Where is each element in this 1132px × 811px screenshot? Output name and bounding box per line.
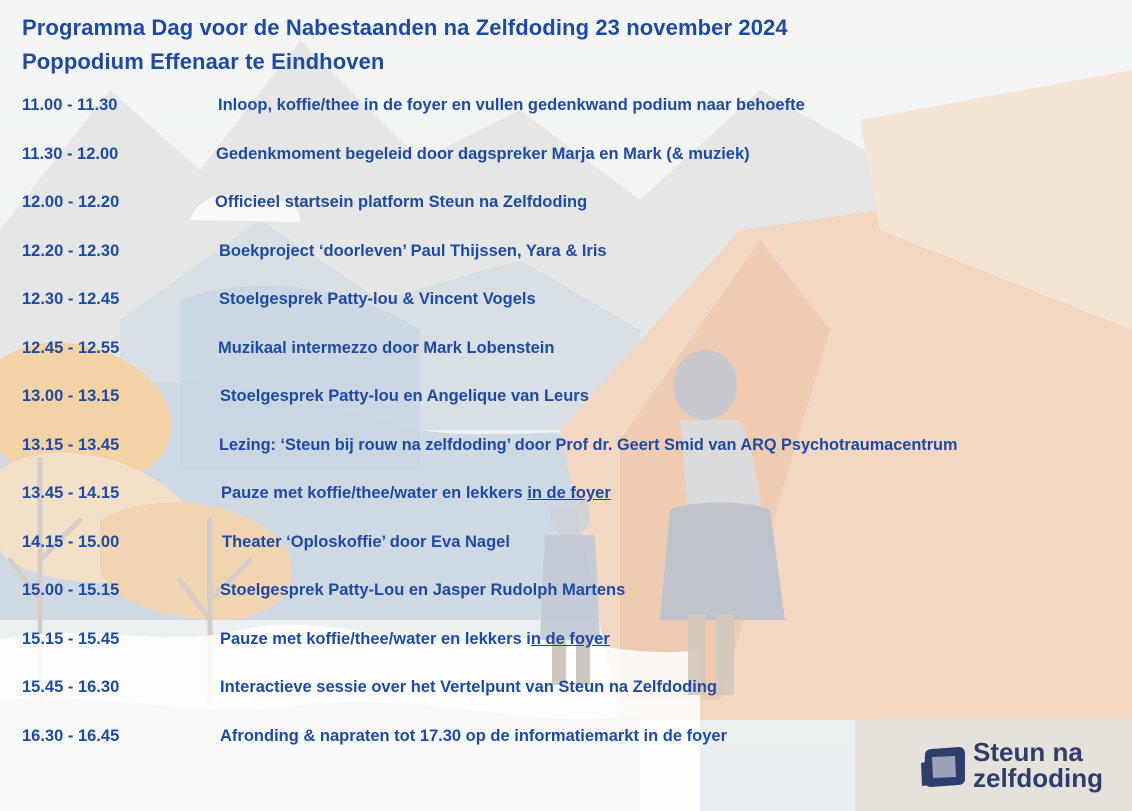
schedule-time: 12.20 - 12.30: [22, 242, 120, 260]
schedule-row: [0, 339, 1132, 363]
schedule-description-text: Pauze met koffie/thee/water en lekkers: [221, 484, 528, 502]
page-title: Programma Dag voor de Nabestaanden na Zelfdoding 23 november 2024: [22, 15, 788, 40]
schedule-description: Afronding & napraten tot 17.30 op de informatiemarkt in de foyer: [220, 727, 727, 745]
schedule-description: [221, 484, 611, 503]
schedule-time: 11.30 - 12.00: [22, 145, 119, 163]
schedule-time: 14.15 - 15.00: [22, 533, 120, 551]
schedule-row: [0, 484, 1132, 508]
schedule-description: Stoelgesprek Patty-lou & Vincent Vogels: [219, 290, 536, 308]
schedule-row: [0, 242, 1132, 266]
schedule-time: 12.45 - 12.55: [22, 339, 120, 357]
schedule-row: [0, 533, 1132, 557]
schedule-time: 13.00 - 13.15: [22, 387, 120, 405]
schedule-description: Gedenkmoment begeleid door dagspreker Marja en Mark (& muziek): [216, 145, 750, 163]
logo-line-1: Steun na: [973, 737, 1083, 767]
schedule-row: [0, 290, 1132, 314]
logo-text: [973, 739, 1103, 791]
schedule-description: Officieel startsein platform Steun na Zelfdoding: [215, 193, 588, 211]
schedule-time: 15.45 - 16.30: [22, 678, 120, 696]
schedule-time: 12.30 - 12.45: [22, 290, 120, 308]
schedule-time: 16.30 - 16.45: [22, 727, 120, 745]
schedule-description: Inloop, koffie/thee in de foyer en vullen gedenkwand podium naar behoefte: [218, 96, 805, 114]
schedule-time: 15.15 - 15.45: [22, 630, 120, 648]
logo: [855, 719, 1132, 811]
schedule-row: [0, 436, 1132, 460]
schedule-time: 15.00 - 15.15: [22, 581, 120, 599]
schedule-description: Boekproject ‘doorleven’ Paul Thijssen, Yara & Iris: [219, 242, 607, 260]
schedule-row: [0, 387, 1132, 411]
schedule-description: Lezing: ‘Steun bij rouw na zelfdoding’ door Prof dr. Geert Smid van ARQ Psychotraumacentrum: [219, 436, 958, 454]
schedule-description: [220, 630, 610, 649]
schedule-description: Theater ‘Oploskoffie’ door Eva Nagel: [222, 533, 510, 551]
schedule-description: Stoelgesprek Patty-lou en Angelique van Leurs: [220, 387, 589, 405]
schedule-description: Muzikaal intermezzo door Mark Lobenstein: [218, 339, 555, 357]
schedule-description-text: Pauze met koffie/thee/water en lekkers i: [220, 630, 531, 648]
schedule-time: 13.15 - 13.45: [22, 436, 120, 454]
schedule-time: 12.00 - 12.20: [22, 193, 120, 211]
schedule-row: [0, 630, 1132, 654]
schedule-row: [0, 678, 1132, 702]
schedule-row: [0, 581, 1132, 605]
schedule-row: [0, 193, 1132, 217]
schedule-description: Stoelgesprek Patty-Lou en Jasper Rudolph Martens: [220, 581, 626, 599]
foyer-link[interactable]: n de foyer: [530, 630, 610, 648]
foyer-link[interactable]: in de foyer: [527, 484, 611, 502]
schedule-time: 11.00 - 11.30: [22, 96, 118, 114]
schedule-row: [0, 96, 1132, 120]
schedule-description: Interactieve sessie over het Vertelpunt van Steun na Zelfdoding: [220, 678, 717, 696]
page-subtitle: Poppodium Effenaar te Eindhoven: [22, 49, 385, 74]
schedule-time: 13.45 - 14.15: [22, 484, 120, 502]
logo-icon: [919, 741, 969, 791]
schedule-row: [0, 145, 1132, 169]
logo-line-2: zelfdoding: [973, 763, 1103, 793]
